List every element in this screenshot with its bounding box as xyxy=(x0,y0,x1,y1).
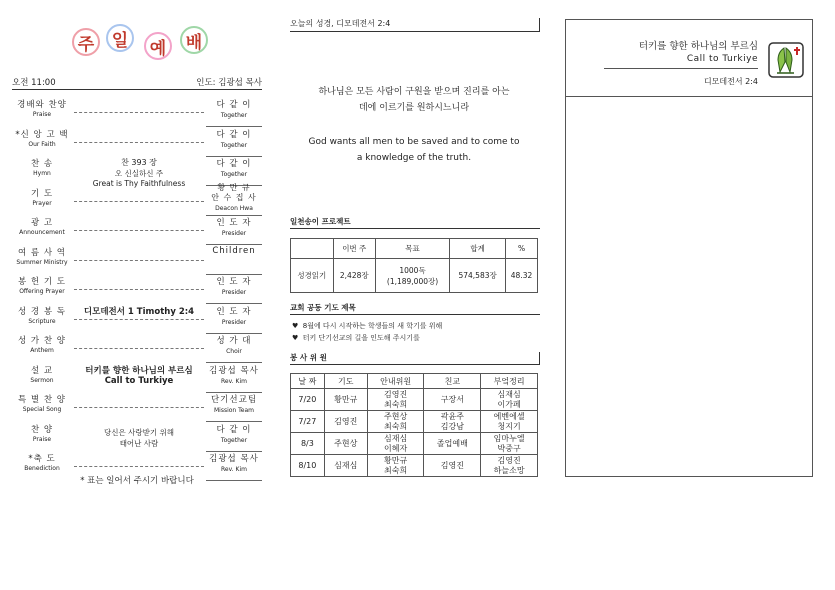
project-header-cell: 합계 xyxy=(450,239,506,259)
leader-korean: 김광섭 목사 xyxy=(209,365,259,376)
item-name-english: Summer Ministry xyxy=(16,258,68,266)
project-cell: 48.32 xyxy=(506,259,538,293)
item-detail-sub: 오 신실하신 주 Great is Thy Faithfulness xyxy=(92,169,186,188)
duty-cell: 졸업예배 xyxy=(424,433,481,455)
duty-cell: 김영진 최숙희 xyxy=(367,389,424,411)
leader-english: Rev. Kim xyxy=(221,466,247,473)
dotted-leader xyxy=(74,400,204,408)
dotted-leader xyxy=(74,459,204,467)
duty-cell: 심재심 xyxy=(324,455,367,477)
leader-english: Together xyxy=(220,171,248,178)
item-category xyxy=(12,187,72,207)
item-category xyxy=(12,128,72,148)
item-name-english: Offering Prayer xyxy=(19,288,65,295)
project-title: 일천송이 프로젝트 xyxy=(290,216,540,229)
leader-english: Deacon Hwa xyxy=(215,204,253,212)
item-detail xyxy=(74,305,204,317)
item-category xyxy=(12,98,72,118)
leader-english: Rev. Kim xyxy=(221,377,247,385)
leader-korean: 다 같 이 xyxy=(216,100,252,110)
item-detail-main: 터키를 향한 하나님의 부르심 Call to Turkiye xyxy=(85,365,193,386)
duty-cell: 황만규 최숙희 xyxy=(367,455,424,477)
standing-note: * 표는 일어서 주시기 바랍니다 xyxy=(80,476,194,486)
sermon-title-korean: 터키를 향한 하나님의 부르심 xyxy=(638,41,758,52)
service-item xyxy=(12,393,262,425)
duty-row xyxy=(291,411,538,433)
item-leader xyxy=(206,98,262,127)
item-name-korean: 성 가 찬 양 xyxy=(18,336,66,346)
service-item xyxy=(12,275,262,307)
duty-cell: 주현상 최숙희 xyxy=(367,411,424,433)
duty-header-cell: 부엌정리 xyxy=(481,374,538,389)
project-header-cell: % xyxy=(506,239,538,259)
sermon-title-english: Call to Turkiye xyxy=(686,54,758,64)
item-leader xyxy=(206,216,262,245)
item-name-korean: 여 름 사 역 xyxy=(18,247,66,258)
item-name-english: Praise xyxy=(32,435,52,443)
service-item xyxy=(12,216,262,248)
duty-row xyxy=(291,433,538,455)
service-item xyxy=(12,182,262,219)
item-name-english: Sermon xyxy=(30,376,54,384)
dotted-leader xyxy=(74,194,204,202)
item-category xyxy=(12,423,72,443)
leader-english: Together xyxy=(220,436,248,444)
heart-icon: ♥ xyxy=(292,322,299,330)
item-leader xyxy=(206,364,262,393)
item-name-english: Hymn xyxy=(33,170,51,177)
project-header-cell: 이번 주 xyxy=(333,239,375,259)
leader-korean: 다 같 이 xyxy=(216,424,252,435)
duty-cell: 에벤에셀 청지기 xyxy=(481,411,538,433)
duty-header-cell: 기도 xyxy=(324,374,367,389)
project-cell: 2,428장 xyxy=(333,259,375,293)
leader-korean: 김광섭 목사 xyxy=(209,454,259,464)
item-name-korean: 특 별 찬 양 xyxy=(18,395,66,405)
item-category xyxy=(12,275,72,295)
title-char: 배 xyxy=(180,26,208,54)
order-of-service xyxy=(12,18,262,498)
project-header-cell xyxy=(291,239,334,259)
item-detail-main: 찬 393 장 xyxy=(121,158,157,167)
item-leader xyxy=(206,246,262,275)
duty-header-cell: 친교 xyxy=(424,374,481,389)
duty-cell: 김영진 xyxy=(324,411,367,433)
item-detail-main: 디모데전서 1 Timothy 2:4 xyxy=(83,306,195,317)
duty-cell: 김영진 xyxy=(424,455,481,477)
item-name-korean: *신 앙 고 백 xyxy=(15,129,69,140)
duty-row xyxy=(291,389,538,411)
leader-english: Presider xyxy=(221,318,247,326)
item-name-english: Special Song xyxy=(22,406,62,413)
duty-table xyxy=(290,373,538,477)
duty-header-cell: 날 짜 xyxy=(291,374,325,389)
title-char: 일 xyxy=(106,24,134,52)
item-name-korean: 성 경 봉 독 xyxy=(18,306,66,317)
item-category xyxy=(12,246,72,266)
divider xyxy=(566,96,812,97)
duty-cell: 8/3 xyxy=(291,433,325,455)
service-item xyxy=(12,98,262,130)
item-category xyxy=(12,393,72,413)
leader-english: Choir xyxy=(226,348,242,355)
duty-cell: 곽윤주 김강남 xyxy=(424,411,481,433)
item-leader xyxy=(206,334,262,363)
leader-english: Presider xyxy=(221,230,247,237)
service-item xyxy=(12,128,262,160)
duty-cell: 구장서 xyxy=(424,389,481,411)
prayer-title: 교회 공동 기도 제목 xyxy=(290,302,540,315)
service-title xyxy=(72,24,222,64)
duty-cell: 황만규 xyxy=(324,389,367,411)
leader-english: Presider xyxy=(221,289,247,296)
service-item xyxy=(12,364,262,396)
item-name-korean: 설 교 xyxy=(30,365,54,376)
heart-icon: ♥ xyxy=(292,334,299,342)
leader-korean: 황 만 규 안 수 집 사 xyxy=(211,182,257,202)
dotted-leader xyxy=(74,105,204,113)
item-name-korean: 광 고 xyxy=(30,218,54,228)
item-name-korean: 경배와 찬양 xyxy=(17,100,67,110)
duty-cell: 심재심 이가페 xyxy=(481,389,538,411)
prayer-list xyxy=(292,320,442,344)
item-name-korean: 찬 양 xyxy=(30,424,54,435)
praying-hands-icon xyxy=(768,42,804,78)
dotted-leader xyxy=(74,223,204,231)
item-category xyxy=(12,452,72,472)
project-header-cell: 목표 xyxy=(375,239,449,259)
service-item xyxy=(12,334,262,366)
dotted-leader xyxy=(74,341,204,349)
item-name-english: Scripture xyxy=(28,317,56,325)
item-leader xyxy=(206,393,262,422)
verse-korean: 하나님은 모든 사람이 구원을 받으며 진리를 아는 데에 이르기를 원하시느니라 xyxy=(318,87,510,113)
leader-korean: 단기선교팀 xyxy=(210,395,258,405)
item-name-english: Anthem xyxy=(30,347,54,354)
item-detail xyxy=(74,157,204,188)
service-item xyxy=(12,305,262,337)
item-category xyxy=(12,364,72,384)
item-leader xyxy=(206,183,262,216)
verse-title: 오늘의 성경, 디모데전서 2:4 xyxy=(290,18,540,32)
item-name-korean: *축 도 xyxy=(28,454,56,464)
leader-korean: 다 같 이 xyxy=(216,159,252,169)
title-char: 주 xyxy=(72,28,100,56)
item-leader xyxy=(206,305,262,334)
service-header xyxy=(12,76,262,90)
prayer-item xyxy=(292,332,442,344)
item-category xyxy=(12,305,72,325)
dotted-leader xyxy=(74,282,204,290)
service-item xyxy=(12,246,262,278)
service-leader: 인도: 김광섭 목사 xyxy=(196,78,262,88)
item-detail xyxy=(74,364,204,386)
service-time: 오전 11:00 xyxy=(12,78,56,88)
duty-title: 봉 사 위 원 xyxy=(290,352,540,365)
leader-english: Mission Team xyxy=(213,407,254,414)
dotted-leader xyxy=(74,135,204,143)
prayer-text: 터키 단기선교의 길을 인도해 주시기를 xyxy=(302,334,420,342)
item-name-english: Prayer xyxy=(32,199,52,207)
item-name-korean: 찬 송 xyxy=(30,159,54,169)
item-detail-sub: 당신은 사랑받기 위해 태어난 사람 xyxy=(104,427,174,448)
title-char: 예 xyxy=(144,32,172,60)
verse-english: God wants all men to be saved and to come to a knowledge of the truth. xyxy=(308,137,520,163)
item-category xyxy=(12,216,72,236)
project-cell: 1000독 (1,189,000장) xyxy=(375,259,449,293)
leader-korean: 다 같 이 xyxy=(216,129,252,140)
item-name-korean: 기 도 xyxy=(30,188,54,199)
item-name-english: Benediction xyxy=(24,465,60,472)
middle-column xyxy=(288,18,540,488)
duty-cell: 주현상 xyxy=(324,433,367,455)
leader-korean: 인 도 자 xyxy=(216,306,252,317)
sermon-reference: 디모데전서 2:4 xyxy=(703,77,758,86)
leader-korean: 인 도 자 xyxy=(216,277,252,287)
divider xyxy=(604,68,758,69)
duty-cell: 7/27 xyxy=(291,411,325,433)
leader-english: Together xyxy=(220,141,248,149)
sermon-panel xyxy=(565,19,813,477)
project-cell: 574,583장 xyxy=(450,259,506,293)
item-category xyxy=(12,157,72,177)
duty-cell: 김영진 하늘소망 xyxy=(481,455,538,477)
item-leader xyxy=(206,423,262,452)
project-table xyxy=(290,238,538,293)
duty-cell: 임마누엘 박중구 xyxy=(481,433,538,455)
item-name-english: Praise xyxy=(32,111,52,118)
item-name-english: Our Faith xyxy=(28,140,56,148)
service-item xyxy=(12,423,262,455)
item-name-korean: 봉 헌 기 도 xyxy=(18,277,66,287)
duty-header-cell: 안내위원 xyxy=(367,374,424,389)
item-category xyxy=(12,334,72,354)
leader-korean: 성 가 대 xyxy=(216,336,252,346)
item-detail xyxy=(74,423,204,449)
item-name-english: Announcement xyxy=(19,229,65,236)
prayer-text: 8월에 다시 시작하는 학생들의 새 학기를 위해 xyxy=(302,322,443,330)
duty-cell: 8/10 xyxy=(291,455,325,477)
item-leader xyxy=(206,128,262,157)
project-cell: 성경읽기 xyxy=(291,259,334,293)
leader-english: Together xyxy=(220,112,248,119)
prayer-item xyxy=(292,320,442,332)
dotted-leader xyxy=(74,253,204,261)
leader-korean: Children xyxy=(212,245,256,256)
duty-cell: 심재심 이혜자 xyxy=(367,433,424,455)
duty-row xyxy=(291,455,538,477)
leader-korean: 인 도 자 xyxy=(216,218,252,228)
duty-cell: 7/20 xyxy=(291,389,325,411)
item-leader xyxy=(206,275,262,304)
